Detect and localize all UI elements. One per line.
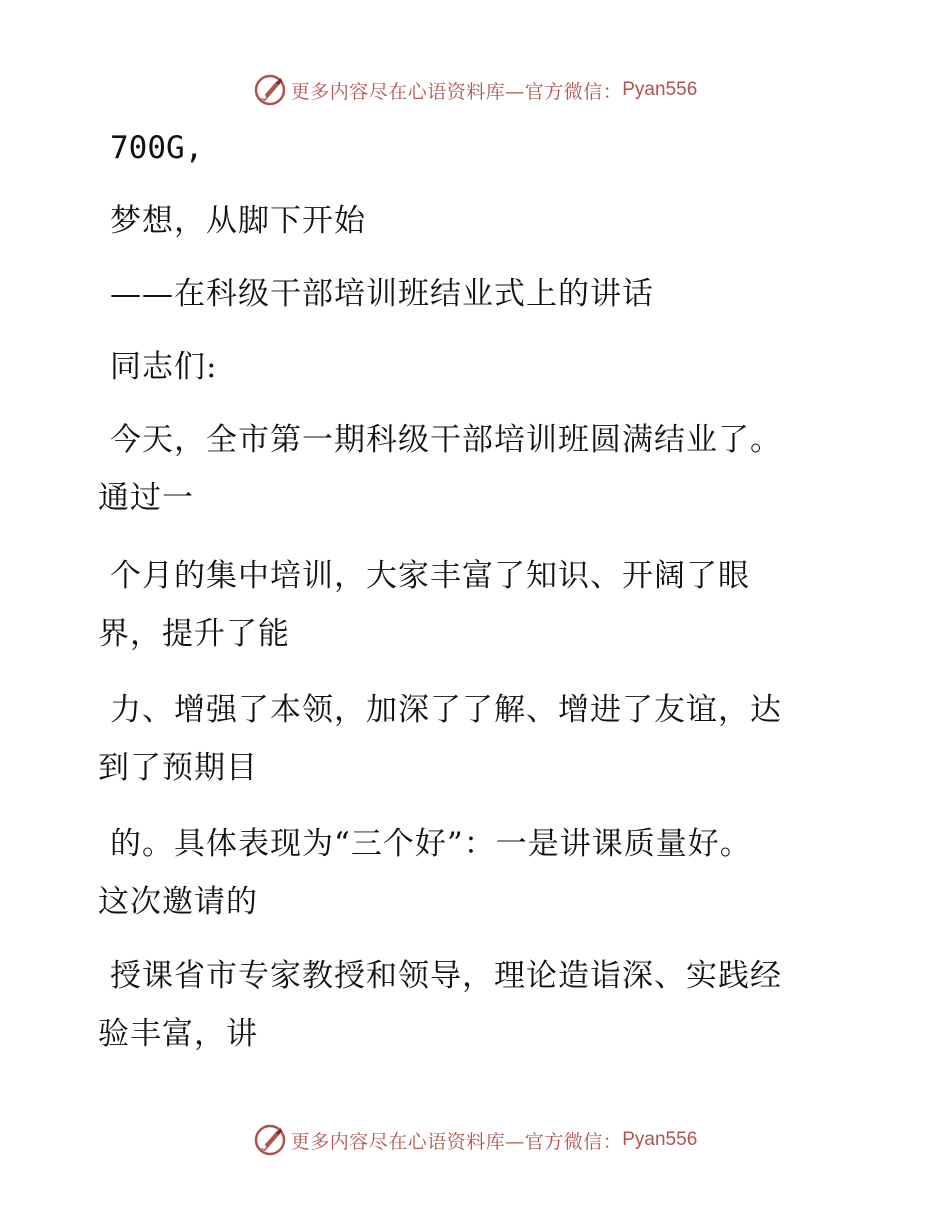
watermark-text: 更多内容尽在心语资料库—官方微信： <box>290 80 623 103</box>
document-line-9: 力、增强了本领，加深了了解、增进了友谊，达 <box>110 692 782 728</box>
document-line-5: 今天，全市第一期科级干部培训班圆满结业了。 <box>110 422 782 458</box>
quill-pen-logo-icon <box>253 1123 287 1157</box>
watermark-text: 更多内容尽在心语资料库—官方微信： <box>290 1130 623 1153</box>
watermark-wechat-id: Pyan556 <box>622 1129 698 1150</box>
document-salutation: 同志们: <box>110 349 218 385</box>
watermark-wechat-id: Pyan556 <box>622 79 698 100</box>
document-line-12: 这次邀请的 <box>98 884 258 920</box>
document-line-1: 700G, <box>110 130 204 166</box>
document-line-13: 授课省市专家教授和领导，理论造诣深、实践经 <box>110 958 782 994</box>
document-line-11: 的。具体表现为“三个好”：一是讲课质量好。 <box>110 826 752 862</box>
footer-watermark <box>0 1120 950 1160</box>
document-line-10: 到了预期目 <box>98 750 258 786</box>
document-line-14: 验丰富，讲 <box>98 1016 258 1052</box>
document-title: 梦想，从脚下开始 <box>110 203 366 239</box>
document-subtitle: ——在科级干部培训班结业式上的讲话 <box>110 276 654 312</box>
document-line-6: 通过一 <box>98 480 194 516</box>
document-line-7: 个月的集中培训，大家丰富了知识、开阔了眼 <box>110 558 750 594</box>
document-line-8: 界，提升了能 <box>98 616 290 652</box>
